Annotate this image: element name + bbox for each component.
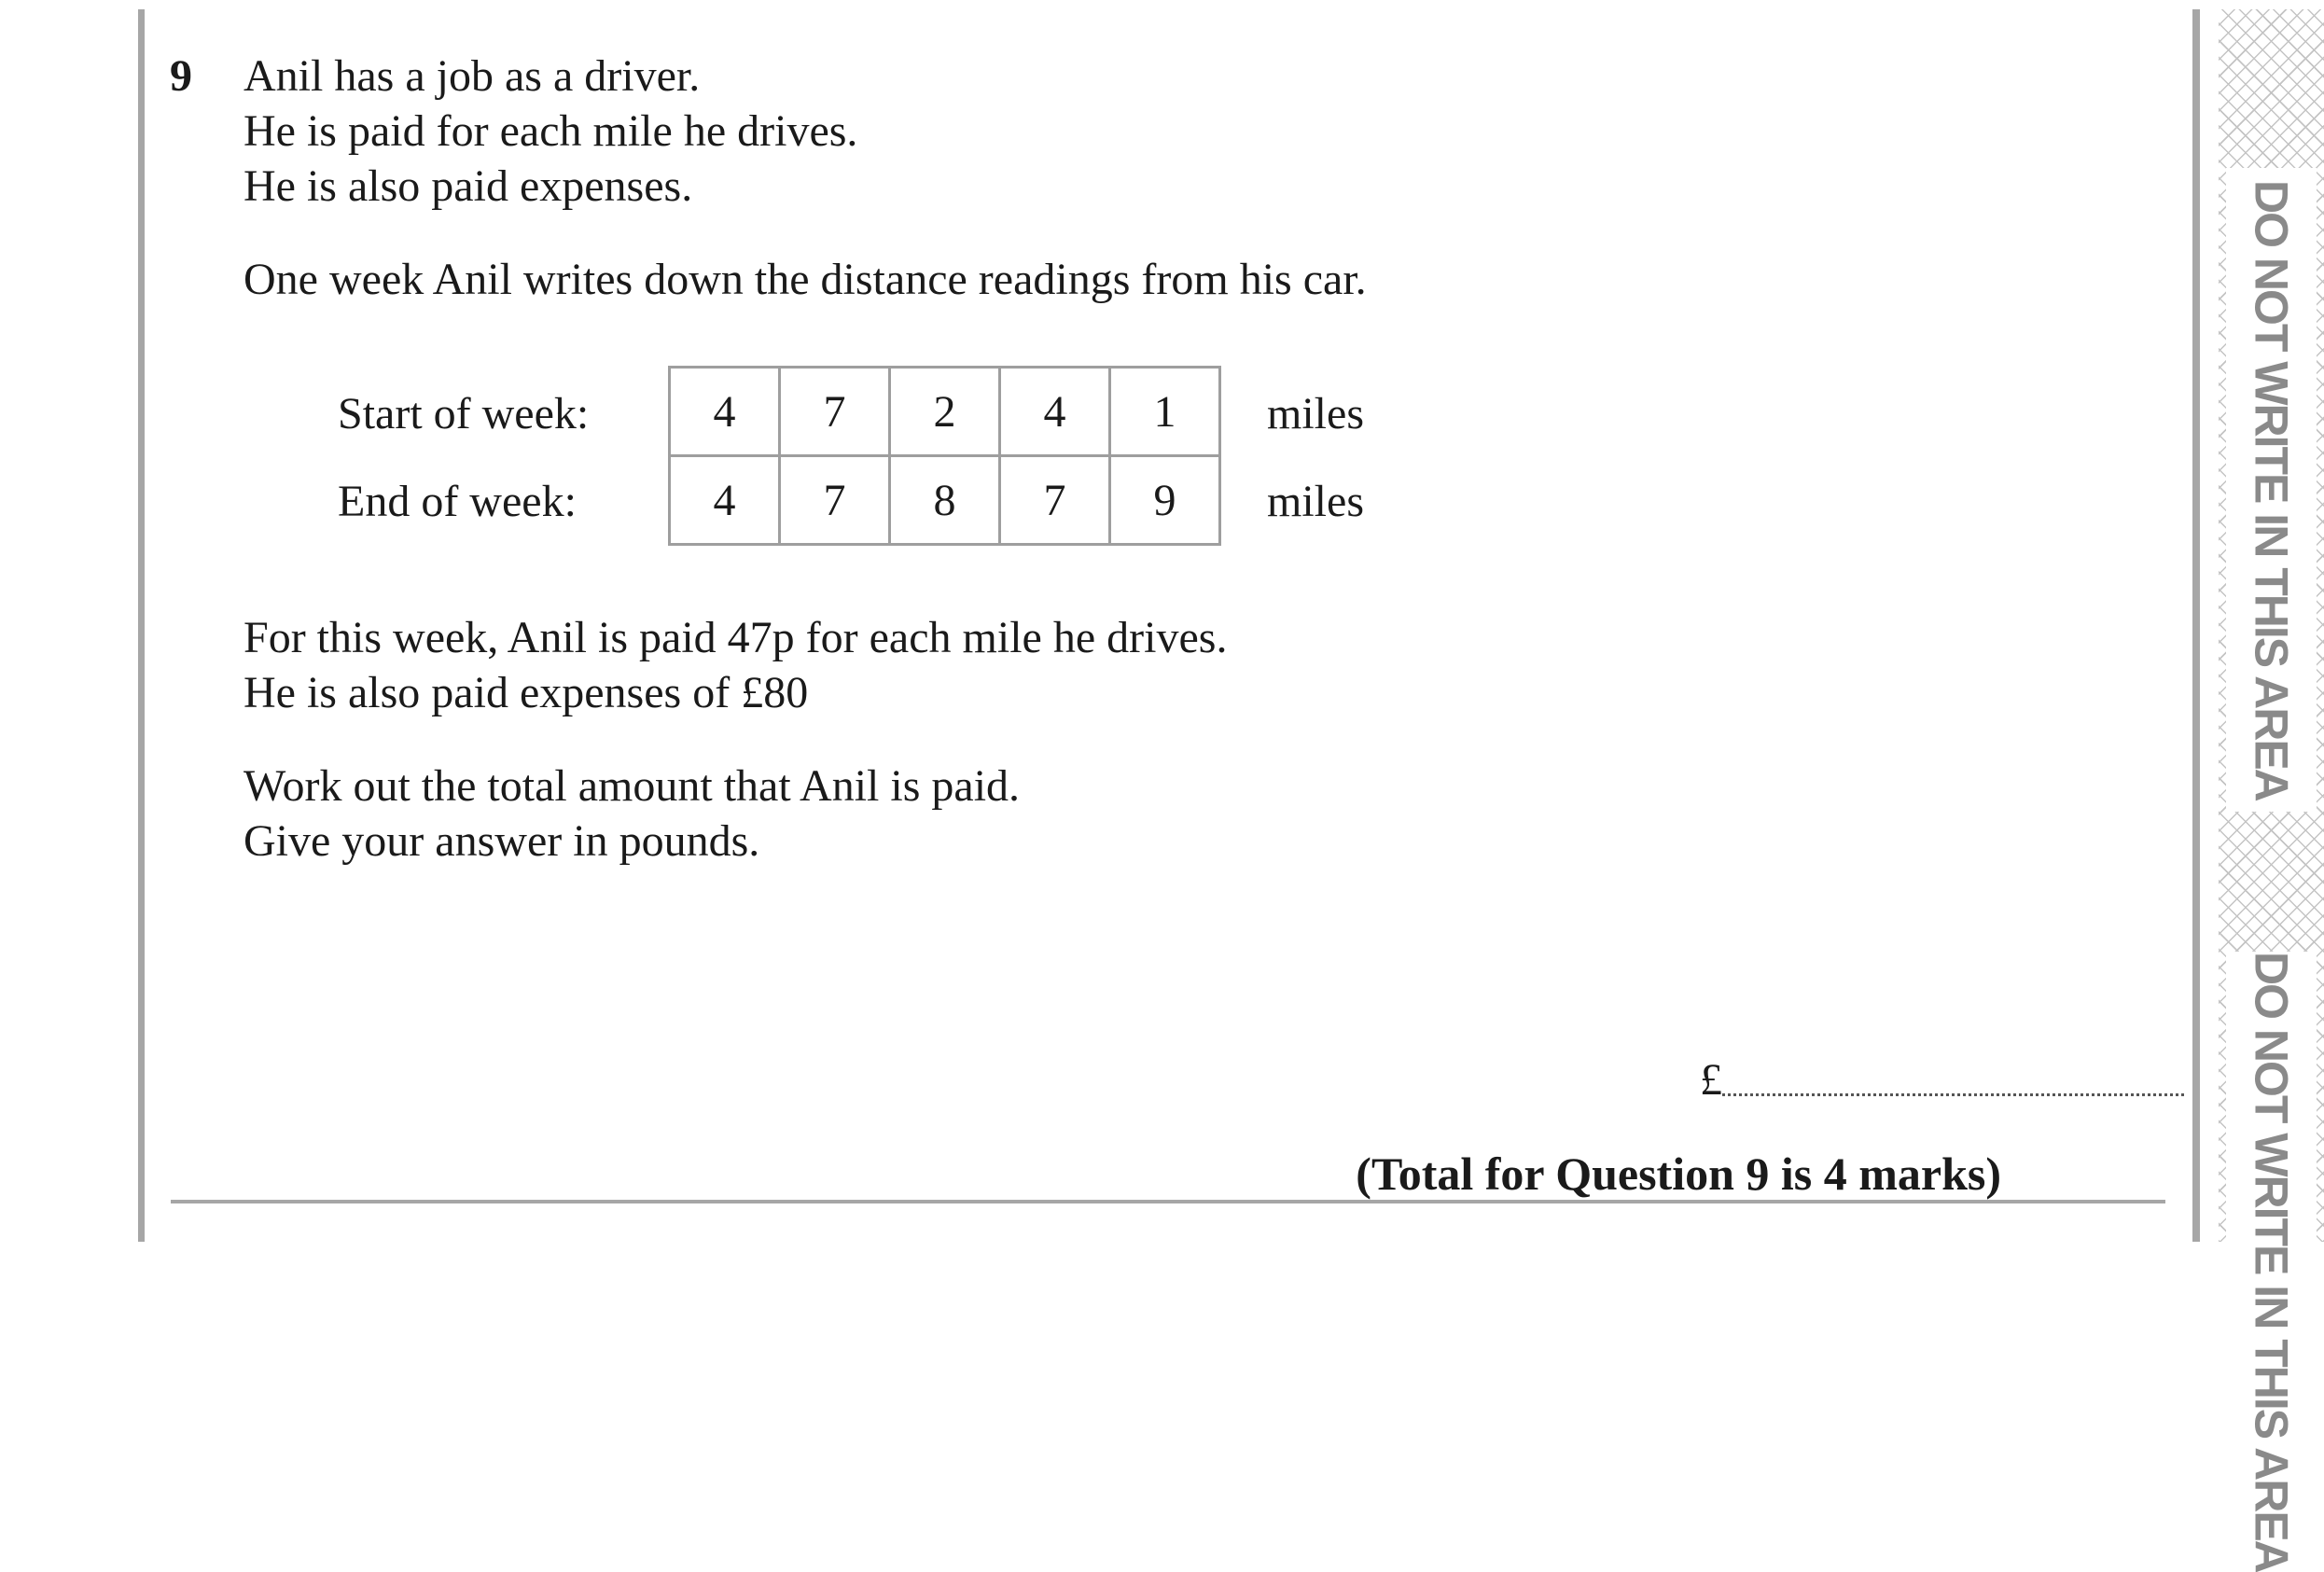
intro-line-1: Anil has a job as a driver. bbox=[244, 51, 701, 101]
start-unit-label: miles bbox=[1267, 389, 1364, 438]
margin-warning-text-truncated: DO NOT WRITE IN THIS AREA bbox=[2226, 952, 2317, 1250]
payment-line-2: He is also paid expenses of £80 bbox=[244, 668, 809, 717]
no-write-margin bbox=[2219, 9, 2324, 1572]
start-digit: 4 bbox=[1000, 368, 1110, 456]
total-marks: (Total for Question 9 is 4 marks) bbox=[1356, 1148, 2001, 1200]
question-number: 9 bbox=[170, 51, 192, 101]
answer-dotted-line[interactable] bbox=[1722, 1093, 2184, 1096]
start-digit: 1 bbox=[1110, 368, 1220, 456]
end-of-week-label: End of week: bbox=[338, 477, 577, 526]
start-of-week-row bbox=[670, 368, 1220, 456]
end-unit-label: miles bbox=[1267, 477, 1364, 526]
end-digit: 9 bbox=[1110, 456, 1220, 545]
start-of-week-label: Start of week: bbox=[338, 389, 590, 438]
end-digit: 4 bbox=[670, 456, 780, 545]
left-margin-rule bbox=[138, 9, 145, 1242]
end-digit: 7 bbox=[780, 456, 890, 545]
end-of-week-row bbox=[670, 456, 1220, 545]
pound-sign: £ bbox=[1700, 1055, 1722, 1105]
intro-line-3: He is also paid expenses. bbox=[244, 161, 693, 211]
start-digit: 2 bbox=[890, 368, 1000, 456]
end-digit: 7 bbox=[1000, 456, 1110, 545]
payment-line-1: For this week, Anil is paid 47p for each mile he drives. bbox=[244, 613, 1228, 662]
odometer-readings-table bbox=[668, 366, 1221, 546]
question-end-rule bbox=[171, 1200, 2165, 1203]
task-line-2: Give your answer in pounds. bbox=[244, 816, 760, 866]
start-digit: 4 bbox=[670, 368, 780, 456]
right-margin-rule bbox=[2192, 9, 2200, 1242]
start-digit: 7 bbox=[780, 368, 890, 456]
intro-line-2: He is paid for each mile he drives. bbox=[244, 106, 858, 156]
context-line: One week Anil writes down the distance readings from his car. bbox=[244, 255, 1367, 304]
margin-warning-text: DO NOT WRITE IN THIS AREA bbox=[2226, 168, 2317, 812]
answer-area[interactable] bbox=[1700, 1052, 2184, 1107]
end-digit: 8 bbox=[890, 456, 1000, 545]
task-line-1: Work out the total amount that Anil is paid. bbox=[244, 761, 1021, 811]
